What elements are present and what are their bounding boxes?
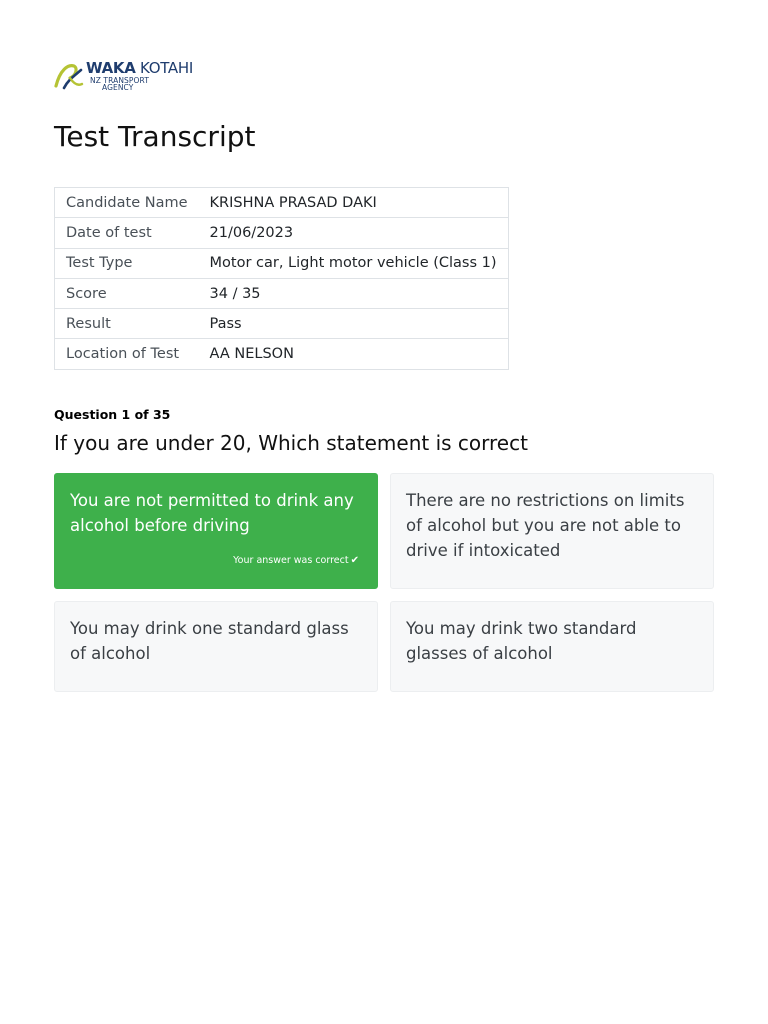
candidate-details-table — [54, 187, 509, 370]
detail-value: KRISHNA PRASAD DAKI — [199, 188, 509, 218]
answer-text: You may drink one standard glass of alcohol — [70, 619, 349, 663]
table-row — [55, 309, 509, 339]
detail-value: 34 / 35 — [199, 278, 509, 308]
detail-label: Candidate Name — [55, 188, 199, 218]
answer-text: There are no restrictions on limits of alcohol but you are not able to drive if intoxicated — [406, 491, 685, 560]
question-number: Question 1 of 35 — [54, 407, 171, 422]
logo-brand-secondary: KOTAHI — [139, 58, 193, 77]
detail-label: Location of Test — [55, 339, 199, 369]
table-row — [55, 248, 509, 278]
question-text: If you are under 20, Which statement is correct — [54, 431, 528, 455]
correct-note-text: Your answer was correct — [233, 555, 349, 566]
answer-option — [390, 601, 714, 692]
logo-subtitle-line2: AGENCY — [102, 83, 134, 92]
detail-label: Test Type — [55, 248, 199, 278]
answer-option — [390, 473, 714, 589]
detail-value: 21/06/2023 — [199, 218, 509, 248]
answer-text: You may drink two standard glasses of alcohol — [406, 619, 637, 663]
table-row — [55, 339, 509, 369]
correct-answer-note — [233, 548, 359, 573]
detail-value: Motor car, Light motor vehicle (Class 1) — [199, 248, 509, 278]
table-row — [55, 278, 509, 308]
answer-option-correct — [54, 473, 378, 589]
answer-option — [54, 601, 378, 692]
detail-label: Score — [55, 278, 199, 308]
table-row — [55, 188, 509, 218]
table-row — [55, 218, 509, 248]
check-icon: ✔ — [350, 555, 359, 566]
detail-label: Result — [55, 309, 199, 339]
detail-value: AA NELSON — [199, 339, 509, 369]
logo-subtitle-line1: NZ TRANSPORT — [90, 75, 149, 85]
page-title: Test Transcript — [54, 120, 256, 153]
waka-kotahi-emblem-icon — [54, 60, 84, 92]
answer-text: You are not permitted to drink any alcohol before driving — [70, 491, 354, 535]
logo-brand-primary: WAKA — [86, 58, 136, 77]
waka-kotahi-logo — [54, 60, 193, 92]
detail-value: Pass — [199, 309, 509, 339]
detail-label: Date of test — [55, 218, 199, 248]
